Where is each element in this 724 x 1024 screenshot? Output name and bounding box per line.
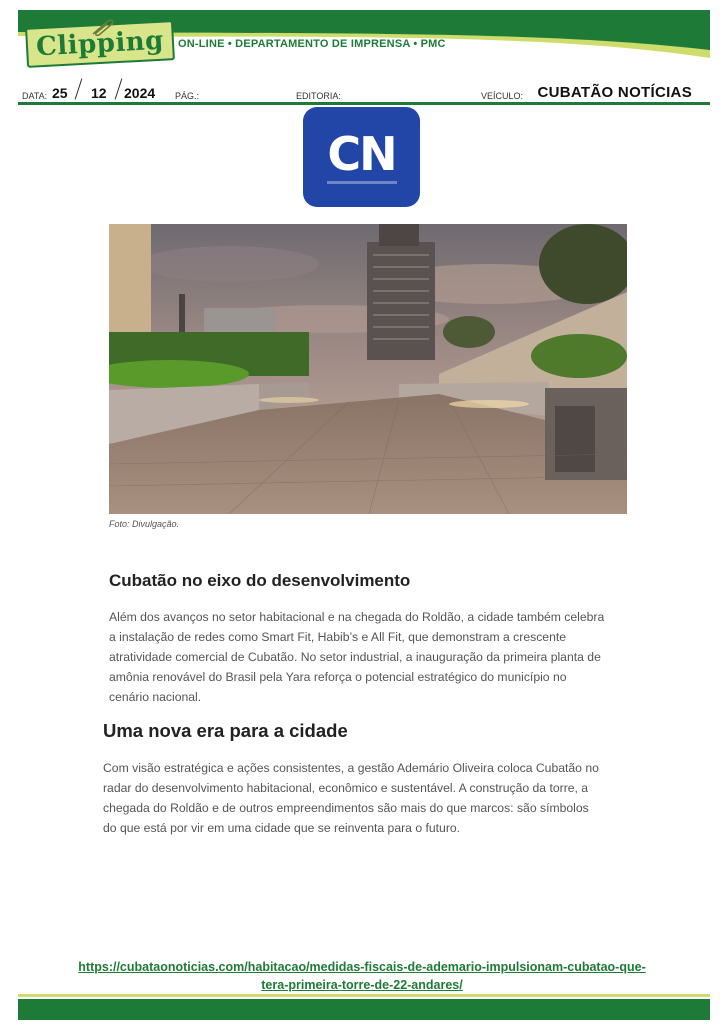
paperclip-icon: [90, 18, 116, 38]
article-section-new-era: [103, 720, 633, 838]
date-separator: [75, 78, 83, 99]
paragraph-line: radar do desenvolvimento habitacional, econômico e sustentável. A construção da torre, a: [103, 781, 589, 795]
department-tagline: ON-LINE • DEPARTAMENTO DE IMPRENSA • PMC: [178, 38, 446, 50]
paragraph-line: do que está por vir em uma cidade que se reinventa para o futuro.: [103, 821, 461, 835]
paragraph-line: Com visão estratégica e ações consistentes, a gestão Ademário Oliveira coloca Cubatão no: [103, 761, 599, 775]
logo-text: CN: [327, 126, 396, 181]
paragraph-line: cenário nacional.: [109, 690, 202, 704]
paragraph-line: amônia renovável do Brasil pela Yara reforça o potencial estratégico do município no: [109, 670, 567, 684]
footer-band: [18, 999, 710, 1020]
section-body: [109, 607, 639, 707]
date-day: 25: [52, 85, 68, 101]
clipping-label: Clipping: [35, 25, 165, 63]
date-month: 12: [91, 85, 107, 101]
footer-accent-line: [18, 994, 710, 997]
date-label: DATA:: [22, 91, 48, 101]
section-body: [103, 758, 633, 838]
page-label: PÁG.:: [175, 91, 200, 101]
section-heading: Uma nova era para a cidade: [103, 720, 348, 741]
paragraph-line: chegada do Roldão e de outros empreendimentos são mais do que marcos: são símbolos: [103, 801, 589, 815]
section-heading: Cubatão no eixo do desenvolvimento: [109, 571, 411, 590]
vehicle-name: CUBATÃO NOTÍCIAS: [537, 84, 692, 101]
info-divider: [18, 102, 710, 105]
clipping-info-row: [18, 78, 710, 102]
source-link[interactable]: [40, 958, 684, 994]
source-link-line1: https://cubataonoticias.com/habitacao/medidas-fiscais-de-ademario-impulsionam-cubatao-que-: [78, 960, 646, 974]
article-photo: [109, 224, 627, 514]
source-link-line2: tera-primeira-torre-de-22-andares/: [261, 978, 463, 992]
paragraph-line: Além dos avanços no setor habitacional e na chegada do Roldão, a cidade também celebra: [109, 610, 605, 624]
cubatao-noticias-logo: [303, 107, 420, 207]
paragraph-line: a instalação de redes como Smart Fit, Habib’s e All Fit, que demonstram a crescente: [109, 630, 567, 644]
article-section-development: [109, 571, 639, 707]
logo-subline: [327, 181, 397, 184]
paragraph-line: atratividade comercial de Cubatão. No setor industrial, a inauguração da primeira planta de: [109, 650, 601, 664]
date-separator: [115, 78, 123, 99]
date-year: 2024: [124, 85, 156, 101]
veiculo-label: VEÍCULO:: [481, 91, 524, 101]
photo-caption: Foto: Divulgação.: [109, 519, 180, 529]
editoria-label: EDITORIA:: [296, 91, 341, 101]
